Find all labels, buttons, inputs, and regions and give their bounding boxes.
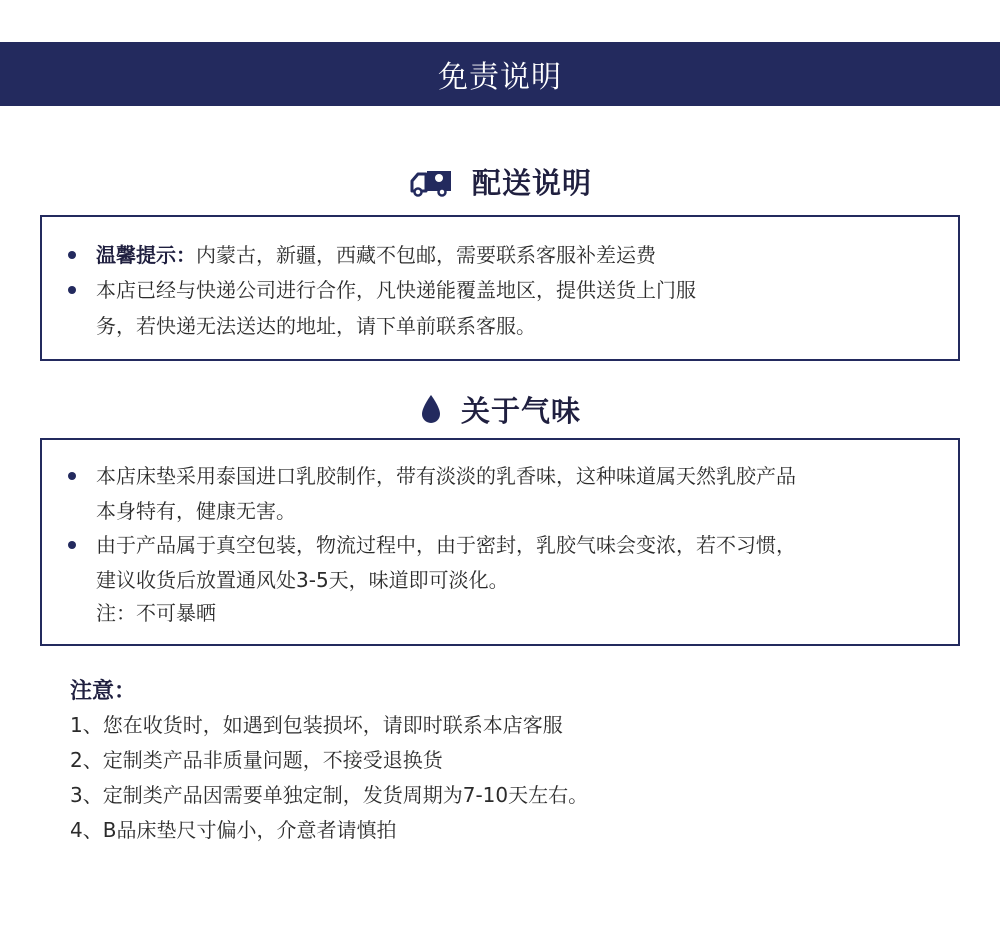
- odor-heading-text: 关于气味: [460, 393, 581, 428]
- delivery-tip-line: [96, 238, 656, 272]
- bullet-icon: [68, 472, 76, 480]
- odor-item1-line2: 本身特有，健康无害。: [96, 499, 296, 523]
- note-item: 2、定制类产品非质量问题，不接受退换货: [70, 748, 443, 772]
- delivery-item2-line1: 本店已经与快递公司进行合作，凡快递能覆盖地区，提供送货上门服: [96, 278, 696, 302]
- note-item: 1、您在收货时，如遇到包装损坏，请即时联系本店客服: [70, 713, 563, 737]
- bullet-icon: [68, 251, 76, 259]
- water-drop-icon: [419, 393, 443, 425]
- delivery-truck-icon: [408, 165, 454, 197]
- delivery-section-heading: [0, 158, 1000, 204]
- delivery-heading-text: 配送说明: [471, 165, 592, 200]
- page-title: 免责说明: [438, 60, 562, 95]
- odor-item2-line1: 由于产品属于真空包装，物流过程中，由于密封，乳胶气味会变浓，若不习惯，: [96, 533, 796, 557]
- tip-text: 内蒙古，新疆，西藏不包邮，需要联系客服补差运费: [196, 243, 656, 267]
- bullet-icon: [68, 286, 76, 294]
- tip-label: 温馨提示：: [96, 243, 196, 267]
- odor-item1-line1: 本店床垫采用泰国进口乳胶制作，带有淡淡的乳香味，这种味道属天然乳胶产品: [96, 464, 796, 488]
- delivery-item2-line2: 务，若快递无法送达的地址，请下单前联系客服。: [96, 314, 536, 338]
- odor-item2-line2: 建议收货后放置通风处3-5天，味道即可淡化。: [96, 568, 509, 592]
- note-item: 3、定制类产品因需要单独定制，发货周期为7-10天左右。: [70, 783, 589, 807]
- bullet-icon: [68, 541, 76, 549]
- odor-item2-line3: 注：不可暴晒: [96, 601, 216, 625]
- note-item: 4、B品床垫尺寸偏小，介意者请慎拍: [70, 818, 397, 842]
- notes-title: 注意：: [70, 679, 137, 704]
- disclaimer-banner: [0, 42, 1000, 106]
- odor-section-heading: [0, 386, 1000, 432]
